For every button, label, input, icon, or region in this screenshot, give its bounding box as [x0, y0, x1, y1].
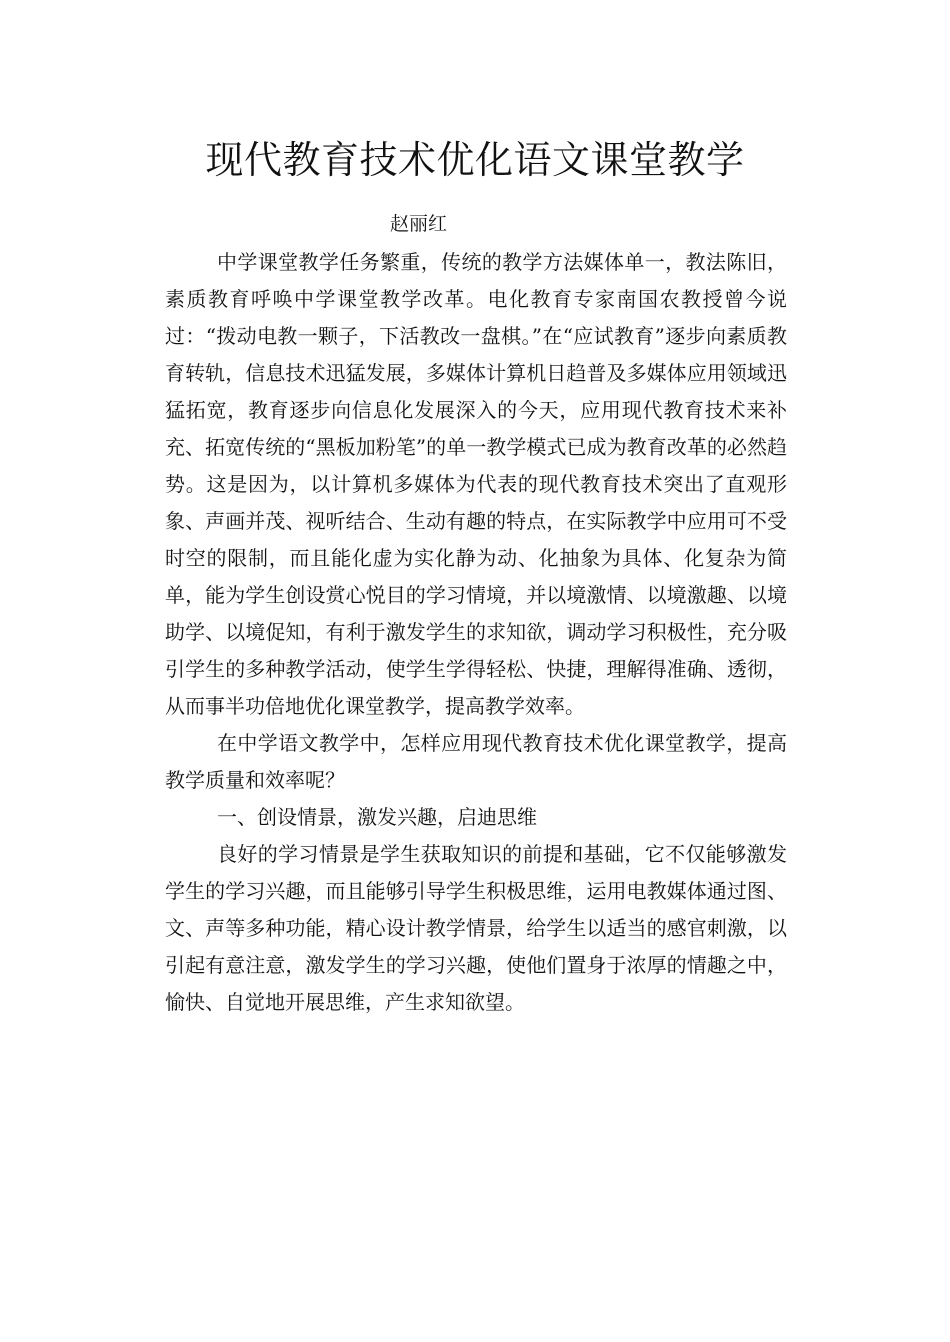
paragraph-question: 在中学语文教学中，怎样应用现代教育技术优化课堂教学，提高教学质量和效率呢？ [165, 731, 787, 792]
author-name: 赵丽红 [390, 213, 448, 235]
section-heading: 一、创设情景，激发兴趣，启迪思维 [217, 805, 537, 829]
paragraph-intro: 中学课堂教学任务繁重，传统的教学方法媒体单一，教法陈旧，素质教育呼唤中学课堂教学改革。电化教育专家南国农教授曾今说过：“拨动电教一颗子，下活教改一盘棋。”在“应试教育”逐步向素质教育转轨，信息技术迅猛发展，多媒体计算机日趋普及多媒体应用领域迅猛拓宽，教育逐步向信息化发展深入的今天，应用现代教育技术来补充、拓宽传统的“黑板加粉笔”的单一教学模式已成为教育改革的必然趋势。这是因为，以计算机多媒体为代表的现代教育技术突出了直观形象、声画并茂、视听结合、生动有趣的特点，在实际教学中应用可不受时空的限制，而且能化虚为实化静为动、化抽象为具体、化复杂为简单，能为学生创设赏心悦目的学习情境，并以境激情、以境激趣、以境助学、以境促知，有利于激发学生的求知欲，调动学习积极性，充分吸引学生的多种教学活动，使学生学得轻松、快捷，理解得准确、透彻，从而事半功倍地优化课堂教学，提高教学效率。 [165, 250, 787, 718]
document-body [165, 244, 787, 1021]
paragraph-section-one: 良好的学习情景是学生获取知识的前提和基础，它不仅能够激发学生的学习兴趣，而且能够引导学生积极思维，运用电教媒体通过图、文、声等多种功能，精心设计教学情景，给学生以适当的感官刺激，以引起有意注意，激发学生的学习兴趣，使他们置身于浓厚的情趣之中，愉快、自觉地开展思维，产生求知欲望。 [165, 842, 787, 1014]
document-title: 现代教育技术优化语文课堂教学 [205, 138, 745, 182]
